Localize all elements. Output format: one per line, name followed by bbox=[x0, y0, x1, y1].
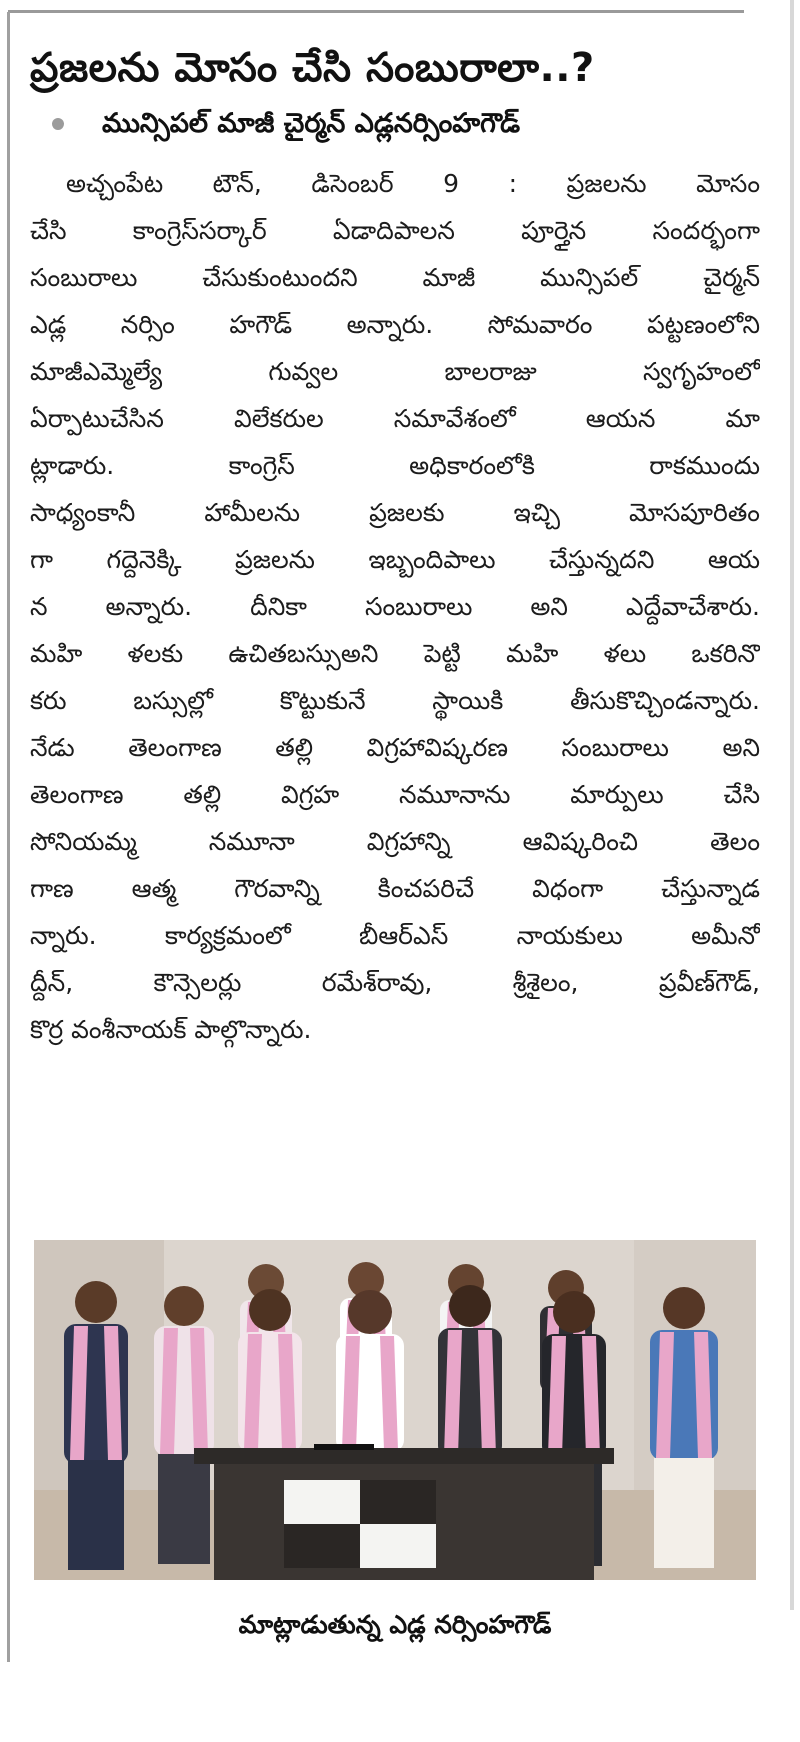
body-line: ఎడ్ల నర్సిం హగౌడ్‌ అన్నారు. సోమవారం పట్టణంలోని bbox=[30, 310, 760, 339]
top-border-rule bbox=[8, 10, 744, 13]
body-line: న అన్నారు. దీనికా సంబురాలు అని ఎద్దేవాచేశారు. bbox=[30, 592, 760, 621]
subheadline-text: మున్సిపల్‌ మాజీ చైర్మన్‌ ఎడ్లనర్సింహగౌడ్‌ bbox=[102, 108, 521, 139]
left-border-rule bbox=[7, 12, 10, 1662]
body-line: సాధ్యంకానీ హామీలను ప్రజలకు ఇచ్చి మోసపూరితం bbox=[30, 498, 760, 527]
body-line: చేసి కాంగ్రెస్‌సర్కార్‌ ఏడాదిపాలన పూర్తైన సందర్భంగా bbox=[30, 216, 760, 245]
body-line: ట్లాడారు. కాంగ్రెస్‌ అధికారంలోకి రాకముందు bbox=[30, 451, 760, 480]
body-line: న్నారు. కార్యక్రమంలో బీఆర్‌ఎస్‌ నాయకులు అమీనో bbox=[30, 921, 760, 950]
right-border-rule bbox=[790, 0, 794, 1610]
body-line: అచ్చంపేట టౌన్‌, డిసెంబర్‌ 9 : ప్రజలను మోసం bbox=[66, 169, 760, 198]
body-line: తెలంగాణ తల్లి విగ్రహ నమూనాను మార్పులు చేసి bbox=[30, 780, 760, 809]
body-line: గాణ ఆత్మ గౌరవాన్ని కించపరిచే విధంగా చేస్తున్నాడ bbox=[30, 874, 760, 903]
article-subheadline bbox=[30, 102, 760, 146]
news-article bbox=[30, 40, 760, 1053]
article-headline: ప్రజలను మోసం చేసి సంబురాలా..? bbox=[30, 45, 595, 91]
article-photo bbox=[34, 1240, 756, 1580]
press-meet-photo-illustration bbox=[34, 1240, 756, 1580]
body-line: ద్దీన్‌, కౌన్సెలర్లు రమేశ్‌రావు, శ్రీశైలం, ప్రవీణ్‌గౌడ్‌, bbox=[30, 968, 760, 997]
body-line: మాజీఎమ్మెల్యే గువ్వల బాలరాజు స్వగృహంలో bbox=[30, 357, 760, 386]
body-line: సంబురాలు చేసుకుంటుందని మాజీ మున్సిపల్‌ చైర్మన్‌ bbox=[30, 263, 760, 292]
body-line: గా గద్దెనెక్కి ప్రజలను ఇబ్బందిపాలు చేస్తున్నదని ఆయ bbox=[30, 545, 760, 574]
bullet-icon bbox=[52, 118, 64, 130]
body-line: సోనియమ్మ నమూనా విగ్రహాన్ని ఆవిష్కరించి తెలం bbox=[30, 827, 760, 856]
photo-caption: మాట్లాడుతున్న ఎడ్ల నర్సింహగౌడ్‌ bbox=[238, 1610, 552, 1639]
body-line: కొర్ర వంశీనాయక్‌ పాల్గొన్నారు. bbox=[30, 1015, 312, 1044]
body-line: నేడు తెలంగాణ తల్లి విగ్రహావిష్కరణ సంబురాలు అని bbox=[30, 733, 760, 762]
body-line: కరు బస్సుల్లో కొట్టుకునే స్థాయికి తీసుకొచ్చిండన్నారు. bbox=[30, 686, 760, 715]
body-line: ఏర్పాటుచేసిన విలేకరుల సమావేశంలో ఆయన మా bbox=[30, 404, 760, 433]
body-line: మహి ళలకు ఉచితబస్సుఅని పెట్టి మహి ళలు ఒకరినొ bbox=[30, 639, 760, 668]
article-body bbox=[30, 160, 760, 1053]
